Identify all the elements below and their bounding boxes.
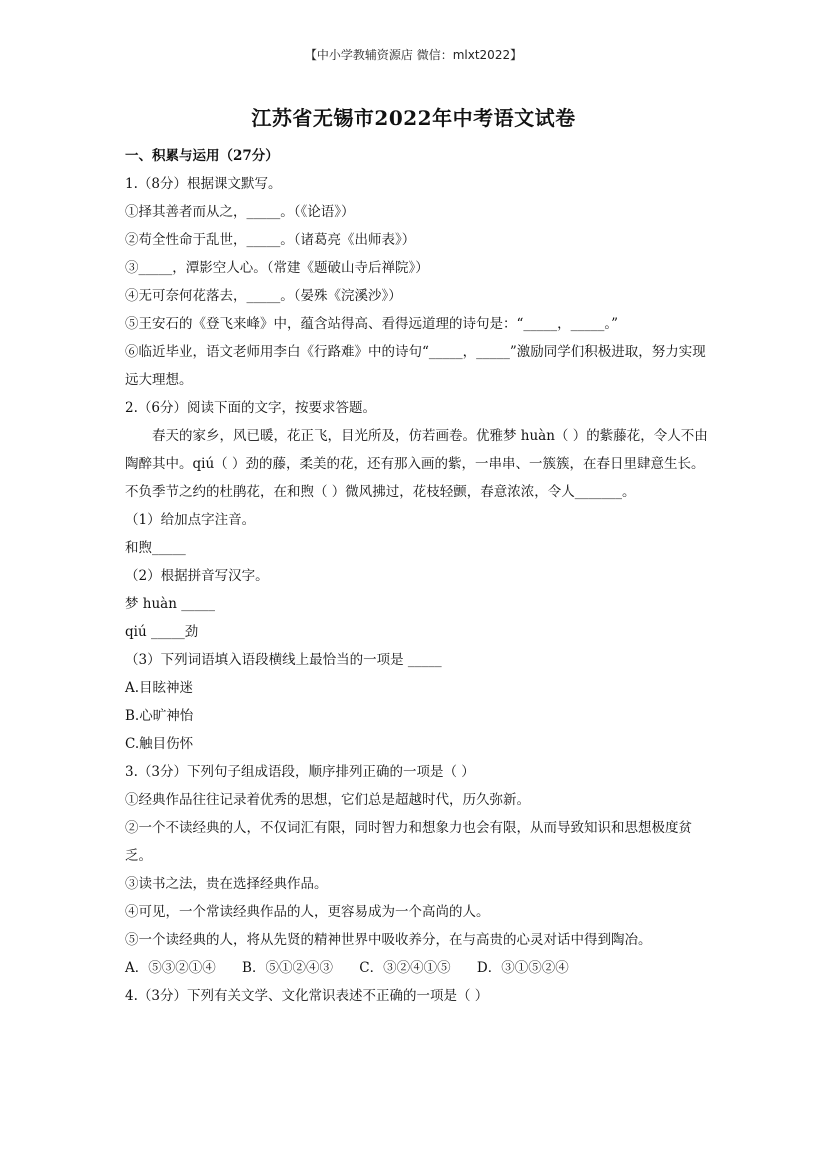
question-3-option-d: D．③①⑤②④ (476, 960, 569, 976)
question-2-passage: 春天的家乡，风已暖，花正飞，目光所及，仿若画卷。优雅梦 huàn（ ）的紫藤花，令人不由陶醉其中。qiú（ ）劲的藤，柔美的花，还有那入画的紫，一串串、一簇簇，在春日里肆意生长。不负季节之约的杜鹃花，在和煦（ ）微风拂过，花枝轻颤，春意浓浓，令人_______。 (125, 428, 708, 500)
question-2-sub2: （2）根据拼音写汉字。 (125, 568, 269, 584)
question-3-options (125, 954, 710, 982)
question-3-item: ⑤一个读经典的人，将从先贤的精神世界中吸收养分，在与高贵的心灵对话中得到陶冶。 (125, 932, 652, 948)
question-3-item: ③读书之法，贵在选择经典作品。 (125, 876, 328, 892)
question-3-item: ①经典作品往往记录着优秀的思想，它们总是超越时代，历久弥新。 (125, 792, 530, 808)
question-1-item: ②苟全性命于乱世，_____。（诸葛亮《出师表》） (125, 232, 416, 248)
page-header: 【中小学教辅资源店 微信：mlxt2022】 (304, 48, 523, 62)
question-2-sub2-item: 梦 huàn _____ (125, 596, 215, 612)
question-1-item: ⑥临近毕业，语文老师用李白《行路难》中的诗句“_____，_____”激励同学们积极进取，努力实现远大理想。 (125, 344, 706, 388)
question-2-sub2-item: qiú _____劲 (125, 624, 199, 640)
question-4-stem: 4.（3分）下列有关文学、文化常识表述不正确的一项是（ ） (125, 988, 489, 1004)
question-3-item: ②一个不读经典的人，不仅词汇有限，同时智力和想象力也会有限，从而导致知识和思想极度贫乏。 (125, 820, 692, 864)
question-1-item: ①择其善者而从之，_____。（《论语》） (125, 204, 355, 220)
question-2-sub3: （3）下列词语填入语段横线上最恰当的一项是 _____ (125, 652, 442, 668)
question-2-sub1: （1）给加点字注音。 (125, 512, 256, 528)
question-1-item: ④无可奈何花落去，_____。（晏殊《浣溪沙》） (125, 288, 402, 304)
question-3-option-c: C．③②④①⑤ (359, 960, 451, 976)
question-1-item: ③_____，潭影空人心。（常建《题破山寺后禅院》） (125, 260, 429, 276)
exam-content (125, 142, 710, 1010)
question-2-option: A.目眩神迷 (125, 680, 194, 696)
question-1-stem: 1.（8分）根据课文默写。 (125, 176, 282, 192)
question-3-item: ④可见，一个常读经典作品的人，更容易成为一个高尚的人。 (125, 904, 490, 920)
section-heading: 一、积累与运用（27分） (125, 148, 279, 164)
question-2-stem: 2.（6分）阅读下面的文字，按要求答题。 (125, 400, 376, 416)
question-2-option: B.心旷神怡 (125, 708, 194, 724)
question-3-option-b: B．⑤①②④③ (242, 960, 333, 976)
question-3-stem: 3.（3分）下列句子组成语段，顺序排列正确的一项是（ ） (125, 764, 475, 780)
question-3-option-a: A．⑤③②①④ (125, 960, 216, 976)
question-1-item: ⑤王安石的《登飞来峰》中，蕴含站得高、看得远道理的诗句是：“_____，_____。” (125, 316, 619, 332)
question-2-sub1-item: 和煦_____ (125, 540, 186, 556)
page-title: 江苏省无锡市2022年中考语文试卷 (251, 106, 576, 130)
question-2-option: C.触目伤怀 (125, 736, 194, 752)
